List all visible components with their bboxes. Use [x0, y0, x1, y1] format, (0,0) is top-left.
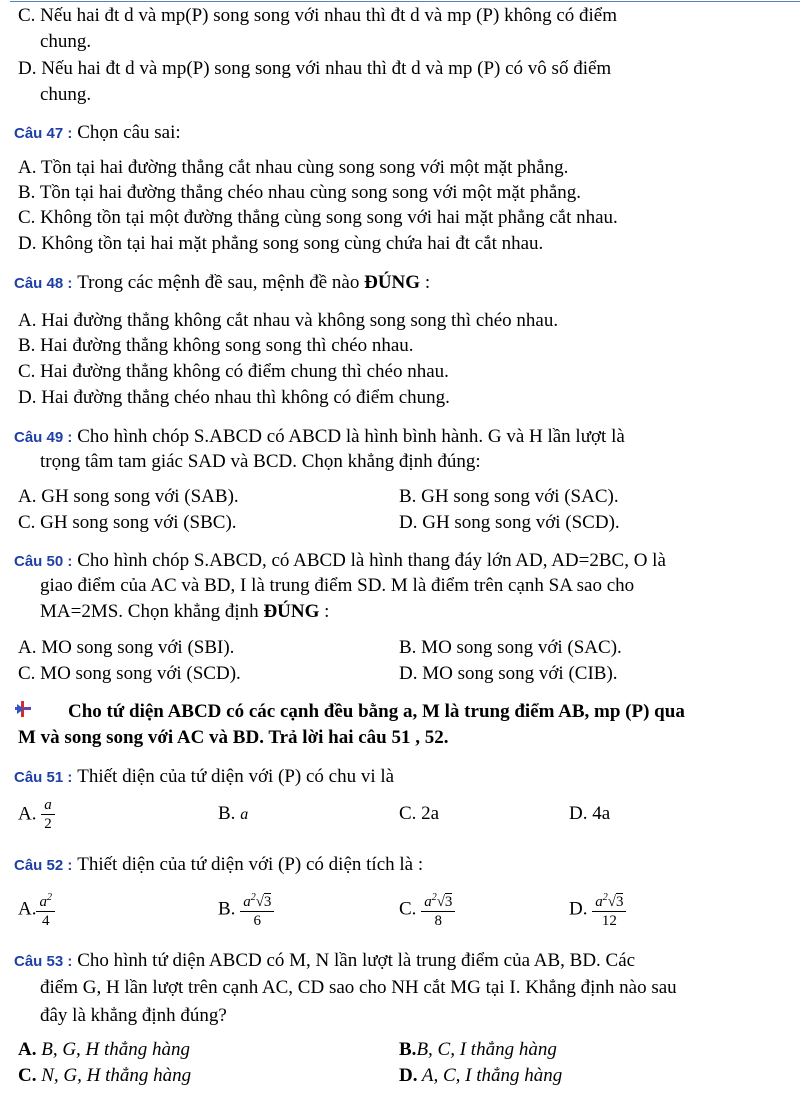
question-50-text-cont1: giao điểm của AC và BD, I là trung điểm SD. M là điểm trên cạnh SA sao cho: [40, 575, 635, 596]
q53-option-a: A. B, G, H thẳng hàng: [18, 1039, 191, 1060]
q51-option-b: B. a: [218, 803, 249, 824]
q53-option-d: D. A, C, I thẳng hàng: [399, 1065, 563, 1086]
q47-option-d: D. Không tồn tại hai mặt phẳng song song cùng chứa hai đt cắt nhau.: [18, 233, 544, 254]
question-50-text: Cho hình chóp S.ABCD, có ABCD là hình thang đáy lớn AD, AD=2BC, O là: [77, 550, 666, 571]
q50-option-d: D. MO song song với (CIB).: [399, 663, 618, 684]
question-47-number: Câu 47 :: [14, 125, 73, 142]
q52-option-d: D. $\frac{a^2√3}{12}$: [569, 889, 626, 930]
question-52-number: Câu 52 :: [14, 857, 73, 874]
question-51-header: [14, 764, 394, 790]
q51-option-a: A. $\frac{a}{2}$: [18, 796, 55, 833]
q49-option-c: C. GH song song với (SBC).: [18, 512, 237, 533]
q53-option-c: C. N, G, H thẳng hàng: [18, 1065, 192, 1086]
question-49-header: [14, 424, 625, 450]
question-48-text: Trong các mệnh đề sau, mệnh đề nào ĐÚNG :: [77, 272, 431, 293]
q48-option-d: D. Hai đường thẳng chéo nhau thì không có điểm chung.: [18, 387, 450, 408]
question-50-text-cont2: MA=2MS. Chọn khẳng định ĐÚNG :: [40, 601, 330, 622]
q50-option-c: C. MO song song với (SCD).: [18, 663, 241, 684]
q52-option-a: A. $\frac{a^2}{4}$: [18, 889, 55, 930]
question-47-header: [14, 120, 181, 146]
q52-option-c: C. $\frac{a^2√3}{8}$: [399, 889, 455, 930]
q50-option-b: B. MO song song với (SAC).: [399, 637, 622, 658]
question-53-text-cont2: đây là khẳng định đúng?: [40, 1005, 227, 1026]
question-50-number: Câu 50 :: [14, 553, 73, 570]
group-instruction-line1: Cho tứ diện ABCD có các cạnh đều bằng a, M là trung điểm AB, mp (P) qua: [68, 701, 685, 722]
question-52-text: Thiết diện của tứ diện với (P) có diện tích là :: [77, 854, 424, 875]
question-49-text: Cho hình chóp S.ABCD có ABCD là hình bình hành. G và H lần lượt là: [77, 426, 625, 447]
question-47-text: Chọn câu sai:: [77, 122, 181, 143]
option-d-prev-cont: chung.: [40, 84, 92, 105]
question-48-header: [14, 270, 430, 296]
group-instruction-line2: M và song song với AC và BD. Trả lời hai câu 51 , 52.: [18, 727, 449, 748]
question-52-header: [14, 852, 423, 878]
q49-option-b: B. GH song song với (SAC).: [399, 486, 619, 507]
question-50-header: [14, 548, 666, 574]
q47-option-a: A. Tồn tại hai đường thẳng cắt nhau cùng song song với một mặt phẳng.: [18, 157, 569, 178]
option-c-prev: C. Nếu hai đt d và mp(P) song song với nhau thì đt d và mp (P) không có điểm: [18, 5, 617, 26]
arrow-bullet-icon: [14, 700, 32, 718]
question-49-text-cont: trọng tâm tam giác SAD và BCD. Chọn khẳng định đúng:: [40, 451, 481, 472]
q49-option-a: A. GH song song với (SAB).: [18, 486, 239, 507]
question-53-text: Cho hình tứ diện ABCD có M, N lần lượt là trung điểm của AB, BD. Các: [77, 950, 636, 971]
q48-option-c: C. Hai đường thẳng không có điểm chung thì chéo nhau.: [18, 361, 449, 382]
question-53-number: Câu 53 :: [14, 953, 73, 970]
question-51-text: Thiết diện của tứ diện với (P) có chu vi là: [77, 766, 395, 787]
question-51-number: Câu 51 :: [14, 769, 73, 786]
page-top-rule: [10, 1, 800, 2]
q53-option-b: B.B, C, I thẳng hàng: [399, 1039, 557, 1060]
q50-option-a: A. MO song song với (SBI).: [18, 637, 235, 658]
q47-option-b: B. Tồn tại hai đường thẳng chéo nhau cùng song song với một mặt phẳng.: [18, 182, 582, 203]
question-48-number: Câu 48 :: [14, 275, 73, 292]
q52-option-b: B. $\frac{a^2√3}{6}$: [218, 889, 274, 930]
q47-option-c: C. Không tồn tại một đường thẳng cùng song song với hai mặt phẳng cắt nhau.: [18, 207, 618, 228]
q51-option-d: D. 4a: [569, 803, 611, 824]
option-c-prev-cont: chung.: [40, 31, 92, 52]
q48-option-b: B. Hai đường thẳng không song song thì chéo nhau.: [18, 335, 414, 356]
q51-option-c: C. 2a: [399, 803, 440, 824]
q49-option-d: D. GH song song với (SCD).: [399, 512, 620, 533]
question-53-header: [14, 948, 635, 974]
question-53-text-cont1: điểm G, H lần lượt trên cạnh AC, CD sao cho NH cắt MG tại I. Khẳng định nào sau: [40, 977, 677, 998]
option-d-prev: D. Nếu hai đt d và mp(P) song song với nhau thì đt d và mp (P) có vô số điểm: [18, 58, 612, 79]
q48-option-a: A. Hai đường thẳng không cắt nhau và không song song thì chéo nhau.: [18, 310, 559, 331]
question-49-number: Câu 49 :: [14, 429, 73, 446]
